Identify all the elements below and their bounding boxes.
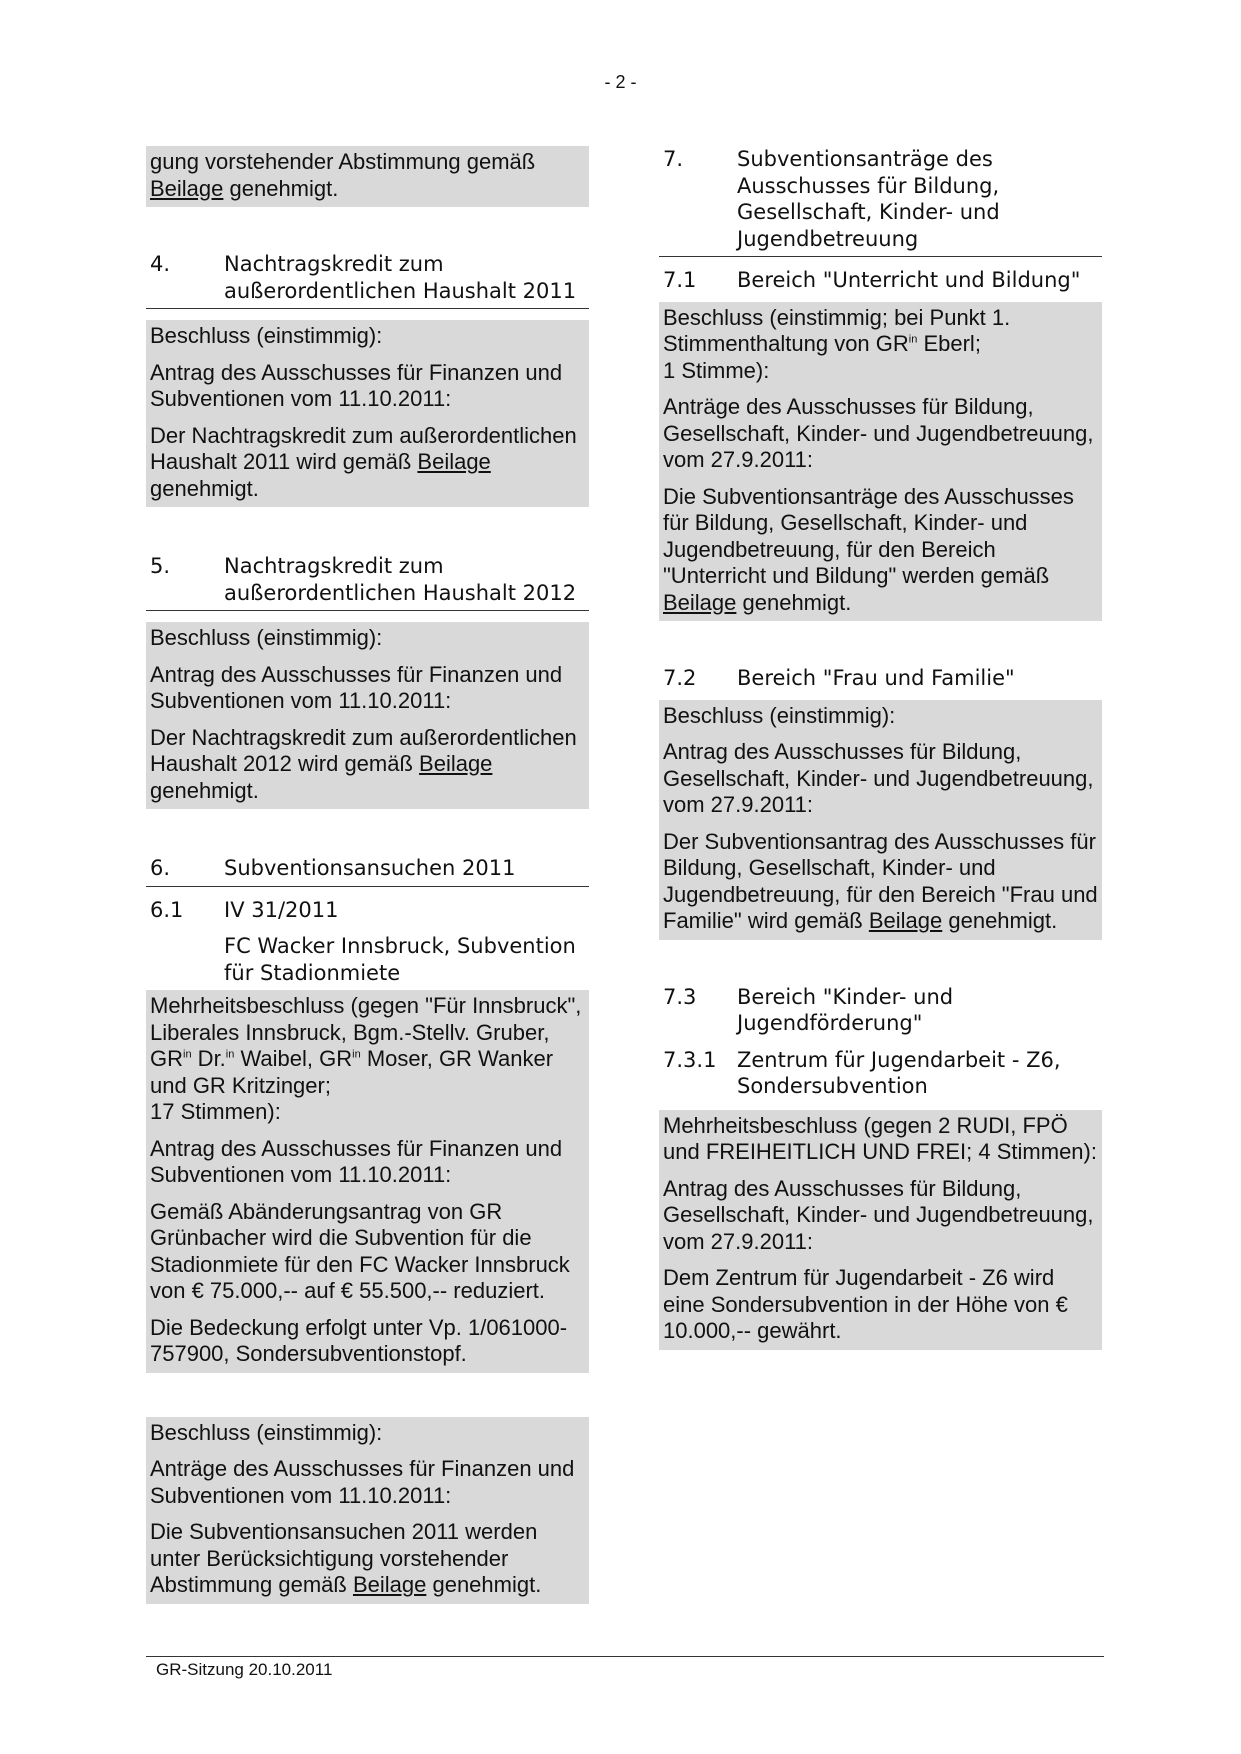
- section-7-1-resolution-box: [659, 302, 1102, 622]
- section-7-2-heading: [659, 665, 1102, 700]
- section-subtitle: FC Wacker Innsbruck, Subvention für Stadionmiete: [224, 934, 576, 985]
- right-column: [659, 146, 1102, 1350]
- footer-divider: [146, 1656, 1104, 1657]
- section-7-3-heading: [659, 984, 1102, 1047]
- section-6-1-subtitle: [146, 933, 589, 990]
- section-title: Bereich "Unterricht und Bildung": [737, 268, 1081, 292]
- section-number: 6.: [150, 856, 171, 880]
- section-6-1-resolution-box: [146, 990, 589, 1373]
- motion-text: Anträge des Ausschusses für Finanzen und Subventionen vom 11.10.2011:: [150, 1456, 575, 1508]
- section-7-3-1-resolution-box: [659, 1110, 1102, 1350]
- motion-text: Antrag des Ausschusses für Finanzen und Subventionen vom 11.10.2011:: [150, 661, 563, 713]
- resolution-label: Beschluss (einstimmig):: [663, 702, 896, 728]
- section-7-2-resolution-box: [659, 700, 1102, 940]
- motion-text: Antrag des Ausschusses für Bildung, Gesellschaft, Kinder- und Jugendbetreuung, vom 27.9.2011:: [663, 1175, 1094, 1254]
- section-5-heading: [146, 553, 589, 611]
- section-6-heading: [146, 855, 589, 887]
- funding-text: Die Bedeckung erfolgt unter Vp. 1/061000-757900, Sondersubventionstopf.: [150, 1314, 568, 1366]
- beilage-link[interactable]: Beilage: [868, 908, 943, 933]
- section-title: Bereich "Kinder- und Jugendförderung": [737, 984, 954, 1035]
- beilage-link[interactable]: Beilage: [419, 751, 493, 776]
- footer-text: GR-Sitzung 20.10.2011: [156, 1660, 333, 1679]
- motion-text: Antrag des Ausschusses für Bildung, Gesellschaft, Kinder- und Jugendbetreuung, vom 27.9.2011:: [663, 739, 1094, 817]
- section-title: Subventionsansuchen 2011: [224, 856, 516, 880]
- motion-text: Antrag des Ausschusses für Finanzen und Subventionen vom 11.10.2011:: [150, 359, 563, 411]
- left-column: [146, 146, 589, 1604]
- resolution-label: Beschluss (einstimmig):: [150, 323, 383, 348]
- section-7-1-heading: [659, 267, 1102, 302]
- page-number: - 2 -: [604, 72, 637, 92]
- section-number: 7.2: [663, 666, 697, 690]
- beilage-link[interactable]: Beilage: [352, 1572, 427, 1597]
- motion-text: Anträge des Ausschusses für Bildung, Gesellschaft, Kinder- und Jugendbetreuung, vom 27.9.2011:: [663, 394, 1094, 472]
- beilage-link[interactable]: Beilage: [663, 589, 737, 615]
- continuation-text: gung vorstehender Abstimmung gemäß Beilage genehmigt.: [150, 149, 536, 201]
- section-number: 4.: [150, 252, 171, 276]
- resolution-text: Der Nachtragskredit zum außerordentlichen Haushalt 2011 wird gemäß Beilage genehmigt.: [150, 422, 577, 501]
- section-title: Nachtragskredit zum außerordentlichen Haushalt 2012: [224, 554, 577, 605]
- section-4-resolution-box: [146, 320, 589, 507]
- section-number: 6.1: [150, 897, 184, 922]
- section-7-heading: [659, 146, 1102, 257]
- top-continuation-box: [146, 146, 589, 207]
- resolution-text: Dem Zentrum für Jugendarbeit - Z6 wird eine Sondersubvention in der Höhe von € 10.000,-- gewährt.: [663, 1265, 1068, 1343]
- beilage-link[interactable]: Beilage: [417, 449, 491, 474]
- resolution-text: Der Subventionsantrag des Ausschusses für Bildung, Gesellschaft, Kinder- und Jugendbetreuung, für den Bereich "Frau und Familie" wird gemäß Beilage genehmigt.: [663, 828, 1098, 933]
- section-title: Zentrum für Jugendarbeit - Z6, Sondersubvention: [737, 1047, 1061, 1098]
- section-number: 5.: [150, 554, 171, 578]
- resolution-text: Die Subventionsanträge des Ausschusses für Bildung, Gesellschaft, Kinder- und Jugendbetreuung, für den Bereich "Unterricht und Bildung" werden gemäß Beilage genehmigt.: [663, 483, 1074, 615]
- section-4-heading: [146, 251, 589, 309]
- section-title: Subventionsanträge des Ausschusses für Bildung, Gesellschaft, Kinder- und Jugendbetreuung: [737, 147, 1000, 251]
- section-5-resolution-box: [146, 622, 589, 809]
- section-6-1-heading: [146, 897, 589, 934]
- resolution-label: Beschluss (einstimmig):: [150, 1419, 383, 1445]
- amendment-text: Gemäß Abänderungsantrag von GR Grünbacher wird die Subvention für die Stadionmiete für den FC Wacker Innsbruck von € 75.000,-- auf € 55.500,-- reduziert.: [150, 1198, 570, 1303]
- section-7-3-1-heading: [659, 1047, 1102, 1110]
- resolution-text: Der Nachtragskredit zum außerordentlichen Haushalt 2012 wird gemäß Beilage genehmigt.: [150, 724, 577, 803]
- section-6-summary-box: [146, 1417, 589, 1604]
- section-title: IV 31/2011: [224, 897, 339, 922]
- motion-text: Antrag des Ausschusses für Finanzen und Subventionen vom 11.10.2011:: [150, 1135, 563, 1187]
- section-title: Bereich "Frau und Familie": [737, 666, 1015, 690]
- section-title: Nachtragskredit zum außerordentlichen Haushalt 2011: [224, 252, 577, 303]
- majority-resolution: Mehrheitsbeschluss (gegen 2 RUDI, FPÖ und FREIHEITLICH UND FREI; 4 Stimmen):: [663, 1112, 1097, 1164]
- section-number: 7.3: [663, 984, 697, 1009]
- beilage-link[interactable]: Beilage: [150, 175, 224, 201]
- resolution-text: Die Subventionsansuchen 2011 werden unter Berücksichtigung vorstehender Abstimmung gemäß Beilage genehmigt.: [150, 1519, 542, 1597]
- section-number: 7.: [663, 147, 684, 171]
- resolution-label: Beschluss (einstimmig; bei Punkt 1. Stimmenthaltung von $GR^{in}$ Eberl; 1 Stimme):: [663, 304, 1011, 383]
- majority-resolution: Mehrheitsbeschluss (gegen "Für Innsbruck", Liberales Innsbruck, Bgm.-Stellv. Gruber, $GR^{in}$ Dr.$^{in}$ Waibel, $GR^{in}$ Moser, GR Wanker und GR Kritzinger; 17 Stimmen):: [150, 993, 582, 1124]
- resolution-label: Beschluss (einstimmig):: [150, 625, 383, 650]
- section-number: 7.3.1: [663, 1047, 717, 1072]
- section-number: 7.1: [663, 268, 697, 292]
